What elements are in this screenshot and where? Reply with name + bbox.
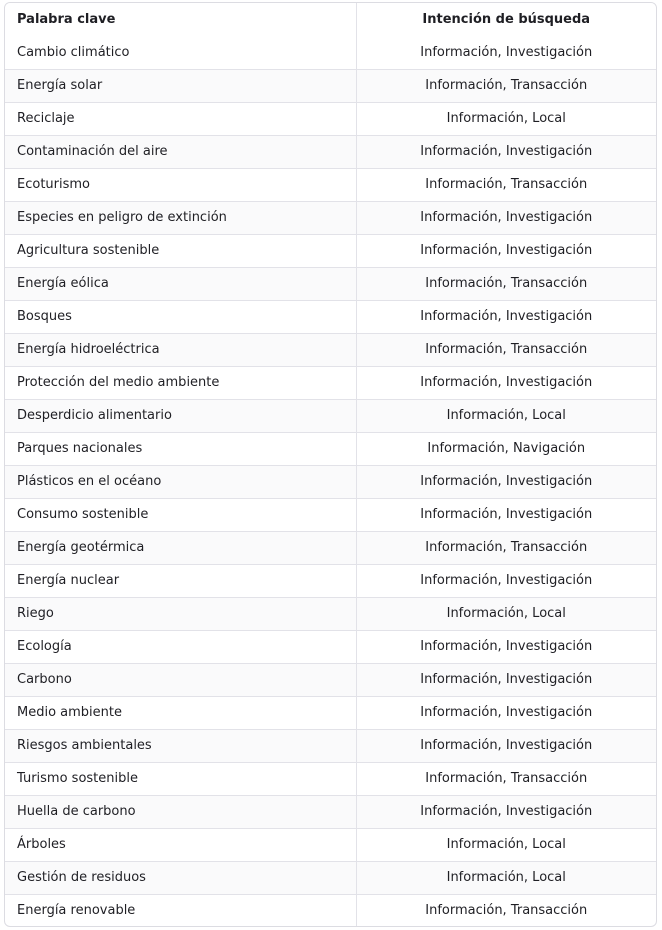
table-row bbox=[5, 267, 656, 300]
intent-cell: Información, Navigación bbox=[356, 432, 656, 465]
intent-cell: Información, Transacción bbox=[356, 894, 656, 927]
table-row bbox=[5, 795, 656, 828]
intent-cell: Información, Investigación bbox=[356, 630, 656, 663]
keyword-cell: Desperdicio alimentario bbox=[5, 399, 356, 432]
intent-cell: Información, Transacción bbox=[356, 69, 656, 102]
table-row bbox=[5, 762, 656, 795]
table-row bbox=[5, 630, 656, 663]
intent-cell: Información, Investigación bbox=[356, 465, 656, 498]
table-row bbox=[5, 597, 656, 630]
table-header-row bbox=[5, 3, 656, 36]
keyword-cell: Turismo sostenible bbox=[5, 762, 356, 795]
keyword-cell: Protección del medio ambiente bbox=[5, 366, 356, 399]
keyword-cell: Energía nuclear bbox=[5, 564, 356, 597]
table-row bbox=[5, 333, 656, 366]
keyword-cell: Gestión de residuos bbox=[5, 861, 356, 894]
keyword-cell: Carbono bbox=[5, 663, 356, 696]
keyword-cell: Energía eólica bbox=[5, 267, 356, 300]
table-row bbox=[5, 36, 656, 69]
table-row bbox=[5, 201, 656, 234]
intent-cell: Información, Transacción bbox=[356, 267, 656, 300]
intent-cell: Información, Investigación bbox=[356, 696, 656, 729]
table-row bbox=[5, 729, 656, 762]
intent-cell: Información, Transacción bbox=[356, 531, 656, 564]
keyword-cell: Consumo sostenible bbox=[5, 498, 356, 531]
table-body bbox=[5, 36, 656, 927]
table-row bbox=[5, 69, 656, 102]
table-row bbox=[5, 234, 656, 267]
intent-cell: Información, Investigación bbox=[356, 234, 656, 267]
table-row bbox=[5, 663, 656, 696]
intent-cell: Información, Local bbox=[356, 861, 656, 894]
intent-cell: Información, Investigación bbox=[356, 36, 656, 69]
table-row bbox=[5, 135, 656, 168]
keyword-cell: Energía hidroeléctrica bbox=[5, 333, 356, 366]
table-row bbox=[5, 531, 656, 564]
keyword-cell: Árboles bbox=[5, 828, 356, 861]
intent-cell: Información, Local bbox=[356, 828, 656, 861]
intent-cell: Información, Local bbox=[356, 399, 656, 432]
header-keyword: Palabra clave bbox=[5, 3, 356, 36]
table-row bbox=[5, 432, 656, 465]
table-row bbox=[5, 168, 656, 201]
table-row bbox=[5, 696, 656, 729]
intent-cell: Información, Investigación bbox=[356, 135, 656, 168]
keyword-cell: Huella de carbono bbox=[5, 795, 356, 828]
intent-cell: Información, Transacción bbox=[356, 333, 656, 366]
table-row bbox=[5, 861, 656, 894]
intent-cell: Información, Investigación bbox=[356, 729, 656, 762]
keyword-cell: Energía geotérmica bbox=[5, 531, 356, 564]
table-row bbox=[5, 498, 656, 531]
keyword-cell: Contaminación del aire bbox=[5, 135, 356, 168]
keyword-cell: Cambio climático bbox=[17, 44, 130, 60]
intent-cell: Información, Investigación bbox=[356, 300, 656, 333]
keyword-cell: Energía renovable bbox=[5, 894, 356, 927]
keyword-cell: Parques nacionales bbox=[5, 432, 356, 465]
keyword-cell: Ecoturismo bbox=[5, 168, 356, 201]
keyword-table-container bbox=[4, 2, 657, 927]
keyword-cell: Riego bbox=[5, 597, 356, 630]
keyword-cell: Agricultura sostenible bbox=[5, 234, 356, 267]
header-search-intent: Intención de búsqueda bbox=[356, 3, 656, 36]
intent-cell: Información, Investigación bbox=[356, 663, 656, 696]
intent-cell: Información, Investigación bbox=[356, 366, 656, 399]
table-row bbox=[5, 465, 656, 498]
table-row bbox=[5, 399, 656, 432]
keyword-cell: Especies en peligro de extinción bbox=[5, 201, 356, 234]
keyword-cell: Bosques bbox=[5, 300, 356, 333]
keyword-intent-table bbox=[5, 3, 656, 927]
intent-cell: Información, Local bbox=[356, 597, 656, 630]
table-row bbox=[5, 300, 656, 333]
table-row bbox=[5, 102, 656, 135]
keyword-cell: Ecología bbox=[5, 630, 356, 663]
table-row bbox=[5, 366, 656, 399]
intent-cell: Información, Transacción bbox=[356, 168, 656, 201]
intent-cell: Información, Investigación bbox=[356, 564, 656, 597]
intent-cell: Información, Transacción bbox=[356, 762, 656, 795]
keyword-cell: Plásticos en el océano bbox=[5, 465, 356, 498]
intent-cell: Información, Investigación bbox=[356, 498, 656, 531]
keyword-cell: Energía solar bbox=[5, 69, 356, 102]
intent-cell: Información, Local bbox=[356, 102, 656, 135]
intent-cell: Información, Investigación bbox=[356, 795, 656, 828]
intent-cell: Información, Investigación bbox=[356, 201, 656, 234]
table-row bbox=[5, 564, 656, 597]
keyword-cell: Riesgos ambientales bbox=[5, 729, 356, 762]
table-row bbox=[5, 894, 656, 927]
table-row bbox=[5, 828, 656, 861]
keyword-cell: Reciclaje bbox=[5, 102, 356, 135]
keyword-cell: Medio ambiente bbox=[5, 696, 356, 729]
